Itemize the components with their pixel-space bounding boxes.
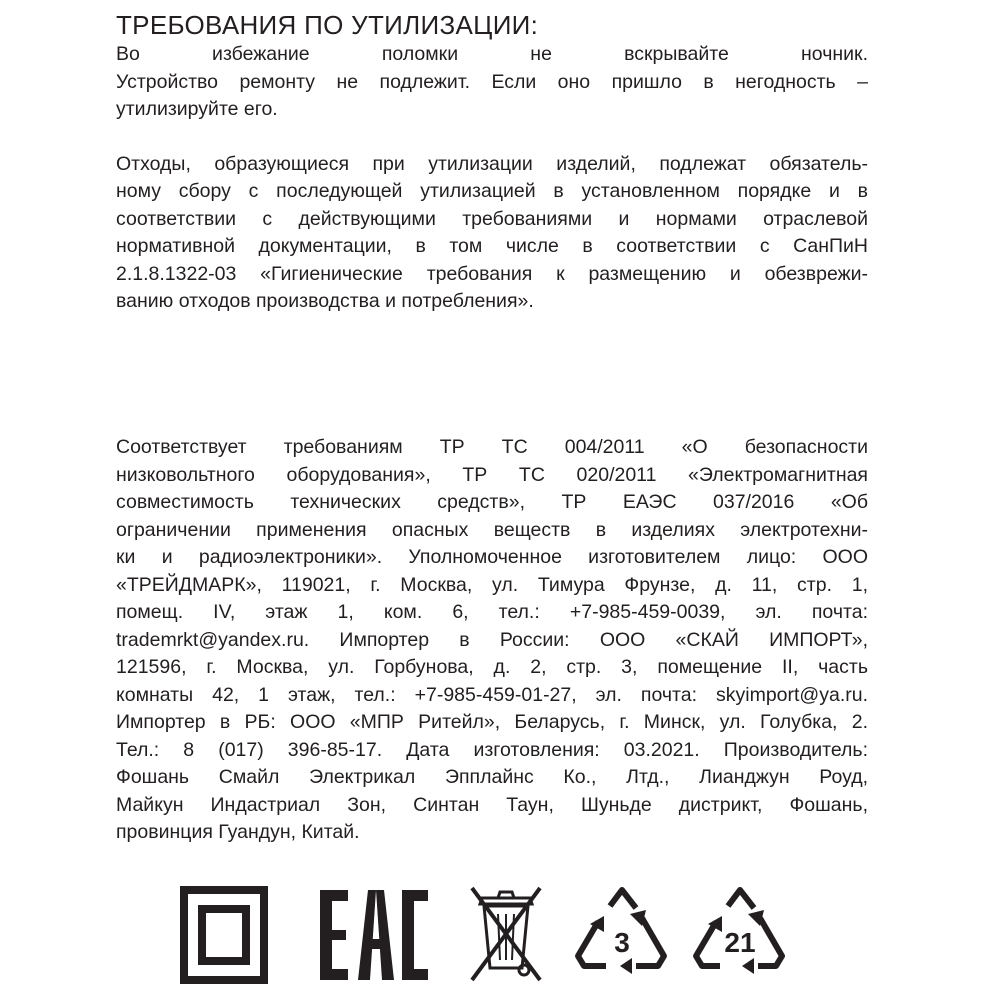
page-title: ТРЕБОВАНИЯ ПО УТИЛИЗАЦИИ: xyxy=(116,10,539,40)
recycling-3-icon xyxy=(570,884,674,984)
text-line: Импортер в РБ: ООО «МПР Ритейл», Беларусь, г. Минск, ул. Голубка, 2. xyxy=(116,711,868,733)
compliance-and-manufacturer-paragraph xyxy=(116,434,868,847)
text-line: нормативной документации, в том числе в соответствии с СанПиН xyxy=(116,235,868,257)
crossed-out-wheelie-bin-icon xyxy=(468,884,544,984)
text-line: помещ. IV, этаж 1, ком. 6, тел.: +7-985-459-0039, эл. почта: xyxy=(116,601,868,623)
text-line: Фошань Смайл Электрикал Эпплайнс Ко., Лтд., Лианджун Роуд, xyxy=(116,766,868,788)
recycling-code-label: 21 xyxy=(724,927,756,958)
text-line: ки и радиоэлектроники». Уполномоченное изготовителем лицо: ООО xyxy=(116,546,868,568)
text-line: ванию отходов производства и потребления». xyxy=(116,290,534,312)
text-line: Соответствует требованиям ТР ТС 004/2011 «О безопасности xyxy=(116,436,868,458)
text-line: Майкун Индастриал Зон, Синтан Таун, Шуньде дистрикт, Фошань, xyxy=(116,793,868,816)
text-line: низковольтного оборудования», ТР ТС 020/2011 «Электромагнитная xyxy=(116,463,868,486)
text-line: утилизируйте его. xyxy=(116,98,278,120)
text-line: провинция Гуандун, Китай. xyxy=(116,821,360,843)
text-line: Отходы, образующиеся при утилизации изделий, подлежат обязатель- xyxy=(116,152,868,175)
certification-marks-row xyxy=(180,884,800,984)
text-line: совместимость технических средств», ТР ЕАЭС 037/2016 «Об xyxy=(116,491,868,513)
text-line: 2.1.8.1322-03 «Гигиенические требования к размещению и обезврежи- xyxy=(116,262,868,285)
recycling-code-label: 3 xyxy=(614,927,630,958)
waste-handling-paragraph xyxy=(116,151,868,316)
text-line: trademrkt@yandex.ru. Импортер в России: ООО «СКАЙ ИМПОРТ», xyxy=(116,628,868,651)
text-line: Устройство ремонту не подлежит. Если оно пришло в негодность – xyxy=(116,70,868,93)
document-page xyxy=(116,10,868,316)
text-line: Во избежание поломки не вскрывайте ночник. xyxy=(116,43,868,65)
text-line: Тел.: 8 (017) 396-85-17. Дата изготовления: 03.2021. Производитель: xyxy=(116,738,868,761)
text-line: комнаты 42, 1 этаж, тел.: +7-985-459-01-27, эл. почта: skyimport@ya.ru. xyxy=(116,683,868,706)
disposal-warning-paragraph xyxy=(116,41,868,124)
eac-mark-icon xyxy=(318,884,430,984)
text-line: ограничении применения опасных веществ в изделиях электротехни- xyxy=(116,518,868,541)
text-line: ному сбору с последующей утилизацией в установленном порядке и в xyxy=(116,180,868,202)
text-line: «ТРЕЙДМАРК», 119021, г. Москва, ул. Тимура Фрунзе, д. 11, стр. 1, xyxy=(116,573,868,596)
recycling-21-icon xyxy=(688,884,792,984)
double-insulation-class-ii-icon xyxy=(180,884,268,984)
text-line: соответствии с действующими требованиями и нормами отраслевой xyxy=(116,207,868,230)
text-line: 121596, г. Москва, ул. Горбунова, д. 2, стр. 3, помещение II, часть xyxy=(116,656,868,678)
